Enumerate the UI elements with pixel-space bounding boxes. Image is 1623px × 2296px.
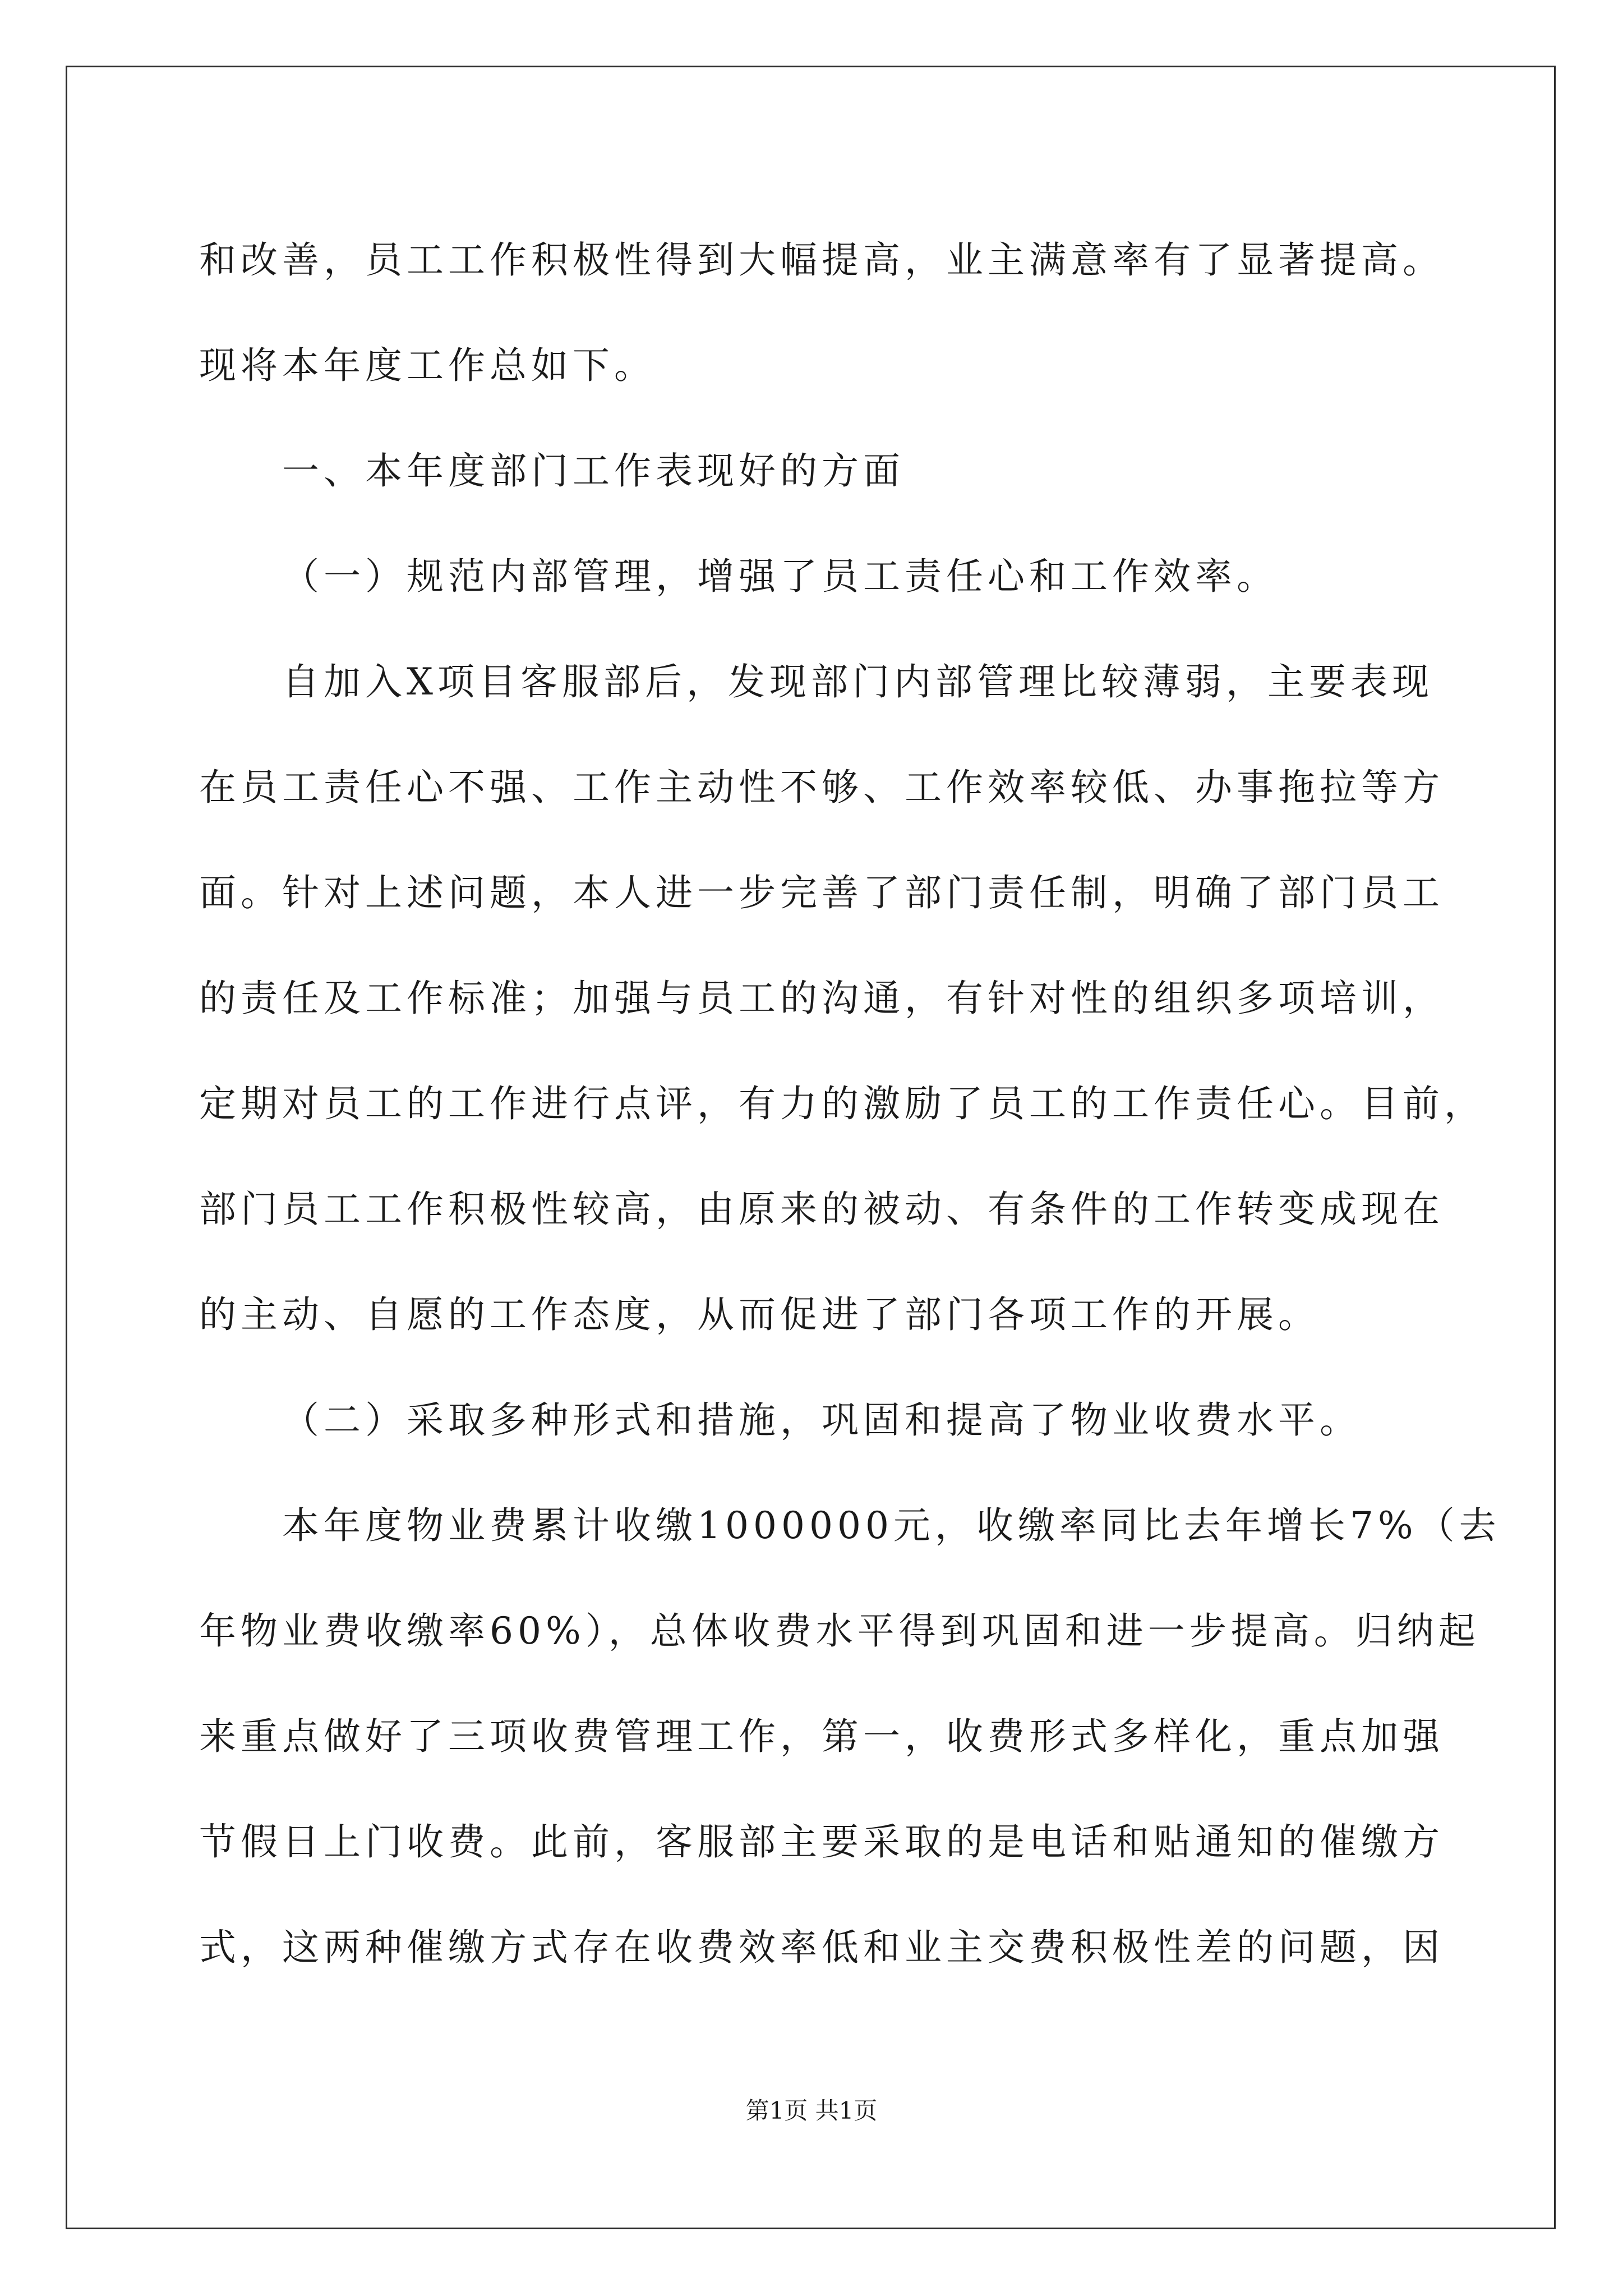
page-number-footer: 第1页 共1页 [745,2097,878,2124]
paragraph-line: 面。针对上述问题，本人进一步完善了部门责任制，明确了部门员工 [199,871,1444,914]
paragraph-line: 的主动、自愿的工作态度，从而促进了部门各项工作的开展。 [199,1293,1320,1336]
paragraph-line: 式，这两种催缴方式存在收费效率低和业主交费积极性差的问题，因 [199,1926,1444,1969]
section-heading: 一、本年度部门工作表现好的方面 [282,449,905,493]
document-body [199,208,1501,2000]
paragraph-line: 部门员工工作积极性较高，由原来的被动、有条件的工作转变成现在 [199,1188,1444,1231]
subsection-heading: （二）采取多种形式和措施，巩固和提高了物业收费水平。 [282,1398,1361,1442]
paragraph-line: 现将本年度工作总如下。 [199,344,656,387]
paragraph-line: 节假日上门收费。此前，客服部主要采取的是电话和贴通知的催缴方 [199,1820,1444,1864]
subsection-heading: （一）规范内部管理，增强了员工责任心和工作效率。 [282,555,1278,598]
paragraph-line: 来重点做好了三项收费管理工作，第一，收费形式多样化，重点加强 [199,1715,1444,1758]
paragraph-line: 定期对员工的工作进行点评，有力的激励了员工的工作责任心。目前， [199,1082,1486,1125]
paragraph-line: 年物业费收缴率60%），总体收费水平得到巩固和进一步提高。归纳起 [199,1609,1480,1653]
paragraph-line: 自加入X项目客服部后，发现部门内部管理比较薄弱，主要表现 [282,660,1433,703]
paragraph-line: 在员工责任心不强、工作主动性不够、工作效率较低、办事拖拉等方 [199,766,1444,809]
paragraph-line: 的责任及工作标准；加强与员工的沟通，有针对性的组织多项培训， [199,977,1444,1020]
paragraph-line: 和改善，员工工作积极性得到大幅提高，业主满意率有了显著提高。 [199,238,1444,282]
paragraph-line: 本年度物业费累计收缴1000000元，收缴率同比去年增长7%（去 [282,1504,1501,1547]
